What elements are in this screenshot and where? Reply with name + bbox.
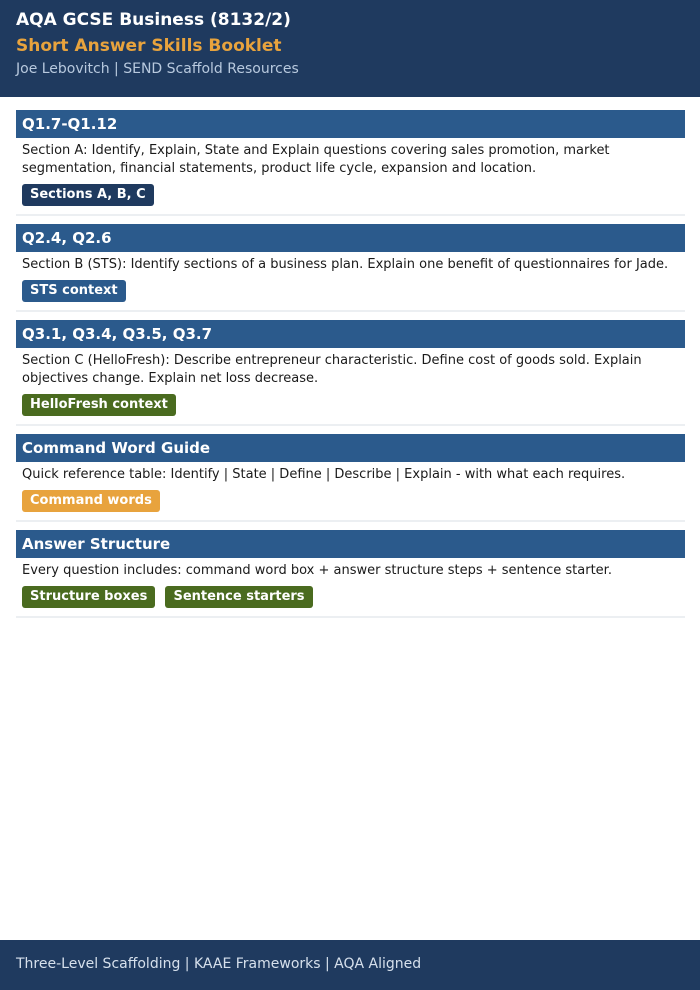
section-description: Quick reference table: Identify | State | Define | Describe | Explain - with what each requires.: [22, 467, 626, 482]
tag-row: [16, 388, 685, 424]
tag-row: [16, 274, 685, 310]
tag-row: [16, 580, 685, 616]
tag-badge: STS context: [22, 280, 126, 302]
section-card: [16, 110, 685, 216]
tag-badge: Structure boxes: [22, 586, 155, 608]
section-card: [16, 224, 685, 312]
section-heading: Command Word Guide: [16, 434, 685, 462]
section-description: Section B (STS): Identify sections of a business plan. Explain one benefit of questionnaires for Jade.: [22, 257, 669, 272]
tag-badge: Command words: [22, 490, 160, 512]
section-heading: Q2.4, Q2.6: [16, 224, 685, 252]
author-line: Joe Lebovitch | SEND Scaffold Resources: [16, 61, 299, 77]
tag-row: [16, 178, 685, 214]
section-card: [16, 320, 685, 426]
section-description: Section A: Identify, Explain, State and Explain questions covering sales promotion, market segmentation, financial statements, product life cycle, expansion and location.: [22, 143, 610, 176]
section-description: Section C (HelloFresh): Describe entrepreneur characteristic. Define cost of goods sold. Explain objectives change. Explain net loss decrease.: [22, 353, 642, 386]
booklet-footer: Three-Level Scaffolding | KAAE Frameworks | AQA Aligned: [0, 940, 700, 990]
booklet-subtitle: Short Answer Skills Booklet: [16, 36, 282, 56]
tag-badge: Sentence starters: [165, 586, 312, 608]
section-heading: Q3.1, Q3.4, Q3.5, Q3.7: [16, 320, 685, 348]
tag-row: [16, 484, 685, 520]
section-heading: Answer Structure: [16, 530, 685, 558]
section-card: [16, 530, 685, 618]
section-list: [16, 110, 685, 626]
booklet-header: [0, 0, 700, 97]
tag-badge: HelloFresh context: [22, 394, 176, 416]
section-heading: Q1.7-Q1.12: [16, 110, 685, 138]
booklet-title: AQA GCSE Business (8132/2): [16, 10, 291, 30]
tag-badge: Sections A, B, C: [22, 184, 154, 206]
section-card: [16, 434, 685, 522]
section-description: Every question includes: command word box + answer structure steps + sentence starter.: [22, 563, 612, 578]
